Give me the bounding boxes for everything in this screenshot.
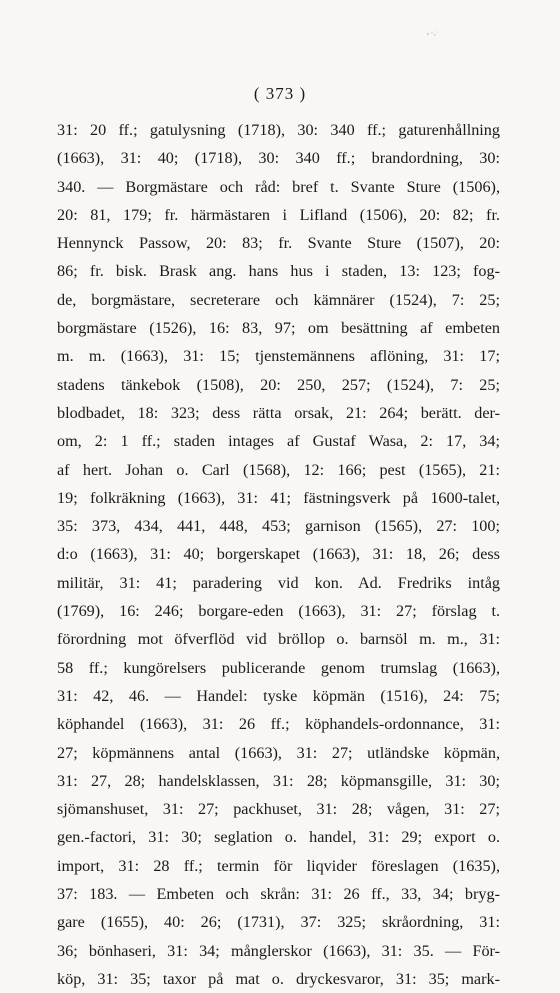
text-line: Hennynck Passow, 20: 83; fr. Svante Sture (1507), 20:	[57, 234, 500, 253]
text-line: stadens tänkebok (1508), 20: 250, 257; (1524), 7: 25;	[57, 375, 500, 394]
text-line: 31: 42, 46. — Handel: tyske köpmän (1516), 24: 75;	[57, 686, 500, 705]
text-line: 86; fr. bisk. Brask ang. hans hus i staden, 13: 123; fog-	[57, 262, 500, 281]
text-line: 36; bönhaseri, 31: 34; månglerskor (1663), 31: 35. — För-	[57, 941, 500, 960]
text-line: militär, 31: 41; paradering vid kon. Ad. Fredriks intåg	[57, 573, 500, 592]
text-line: gare (1655), 40: 26; (1731), 37: 325; skråordning, 31:	[57, 913, 500, 932]
text-line: 31: 27, 28; handelsklassen, 31: 28; köpmansgille, 31: 30;	[57, 771, 500, 790]
text-line: 20: 81, 179; fr. härmästaren i Lifland (1506), 20: 82; fr.	[57, 205, 500, 224]
text-line: 58 ff.; kungörelsers publicerande genom trumslag (1663),	[57, 658, 500, 677]
text-line: köphandel (1663), 31: 26 ff.; köphandels-ordonnance, 31:	[57, 715, 500, 734]
text-line: (1663), 31: 40; (1718), 30: 340 ff.; brandordning, 30:	[57, 149, 500, 168]
text-line: 35: 373, 434, 441, 448, 453; garnison (1565), 27: 100;	[57, 517, 500, 536]
text-line: förordning mot öfverflöd vid bröllop o. barnsöl m. m., 31:	[57, 630, 500, 649]
text-line: 27; köpmännens antal (1663), 31: 27; utländske köpmän,	[57, 743, 500, 762]
index-text-body	[57, 116, 500, 993]
text-line: köp, 31: 35; taxor på mat o. dryckesvaror, 31: 35; mark-	[57, 969, 500, 988]
text-line: 340. — Borgmästare och råd: bref t. Svante Sture (1506),	[57, 177, 500, 196]
text-line: de, borgmästare, secreterare och kämnärer (1524), 7: 25;	[57, 290, 500, 309]
text-line: om, 2: 1 ff.; staden intages af Gustaf Wasa, 2: 17, 34;	[57, 432, 500, 451]
text-line: gen.-factori, 31: 30; seglation o. handel, 31: 29; export o.	[57, 828, 500, 847]
text-line: 31: 20 ff.; gatulysning (1718), 30: 340 ff.; gaturenhållning	[57, 121, 500, 139]
text-line: (1769), 16: 246; borgare-eden (1663), 31: 27; förslag t.	[57, 602, 500, 621]
paper-speck	[425, 30, 439, 38]
text-line: import, 31: 28 ff.; termin för liqvider föreslagen (1635),	[57, 856, 500, 875]
text-line: 37: 183. — Embeten och skrån: 31: 26 ff., 33, 34; bryg-	[57, 885, 500, 904]
text-line: sjömanshuset, 31: 27; packhuset, 31: 28; vågen, 31: 27;	[57, 800, 500, 819]
text-line: borgmästare (1526), 16: 83, 97; om besättning af embeten	[57, 319, 500, 338]
page-number: ( 373 )	[253, 84, 307, 103]
text-line: af hert. Johan o. Carl (1568), 12: 166; pest (1565), 21:	[57, 460, 500, 479]
text-line: blodbadet, 18: 323; dess rätta orsak, 21: 264; berätt. der-	[57, 403, 500, 422]
text-line: d:o (1663), 31: 40; borgerskapet (1663), 31: 18, 26; dess	[57, 545, 500, 564]
text-line: 19; folkräkning (1663), 31: 41; fästningsverk på 1600-talet,	[57, 488, 500, 507]
text-line: m. m. (1663), 31: 15; tjenstemännens aflöning, 31: 17;	[57, 347, 500, 366]
